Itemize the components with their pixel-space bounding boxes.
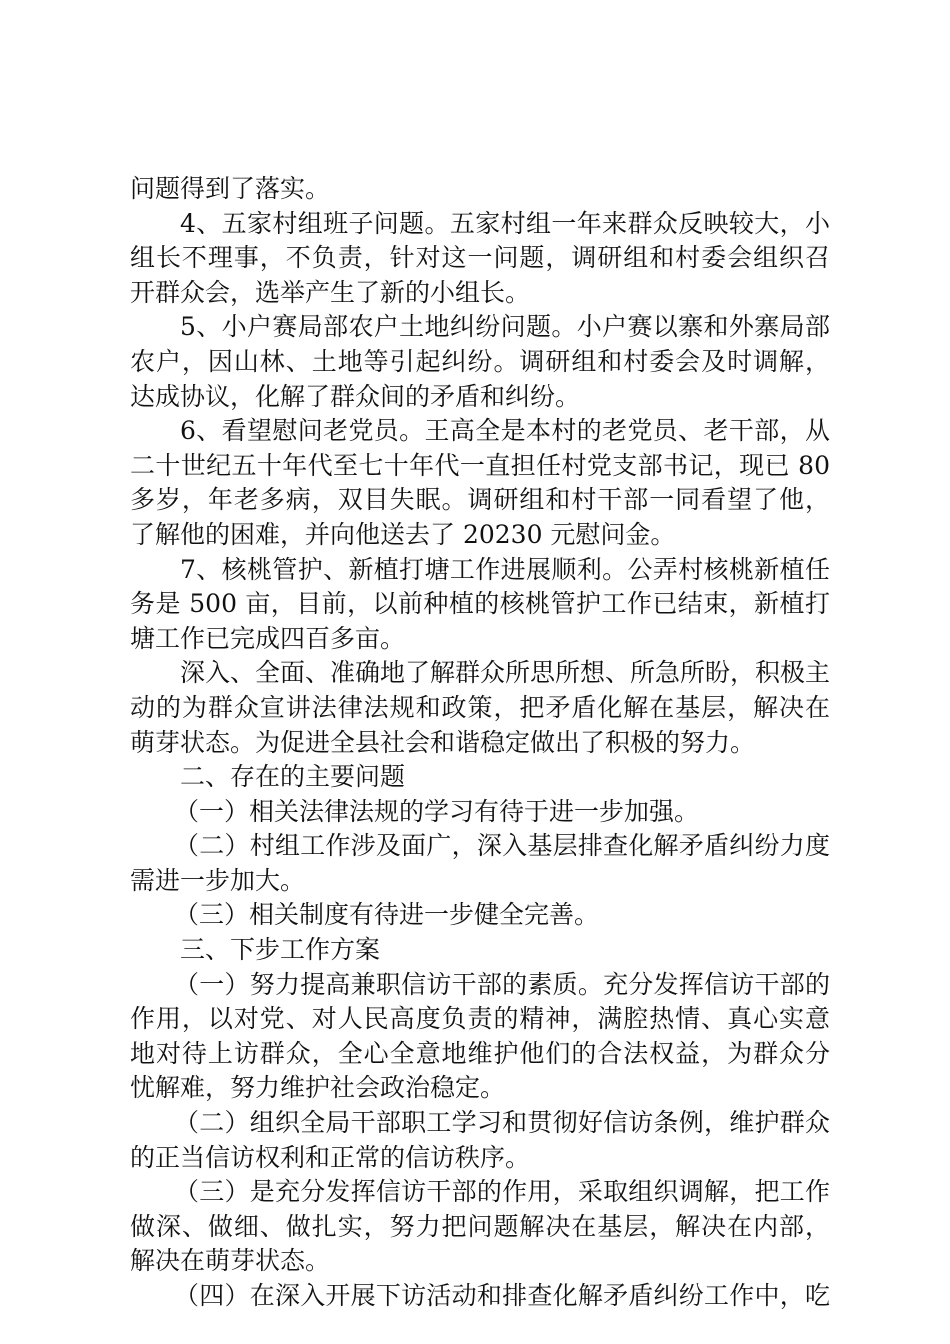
text-line: 组长不理事，不负责，针对这一问题，调研组和村委会组织召 [130,243,830,273]
text-line: 6、看望慰问老党员。王高全是本村的老党员、老干部，从 [180,416,830,446]
text-line: 开群众会，选举产生了新的小组长。 [130,277,531,307]
text-line: 农户，因山林、土地等引起纠纷。调研组和村委会及时调解， [130,346,830,376]
text-line: 忧解难，努力维护社会政治稳定。 [130,1073,506,1103]
text-line: （二）村组工作涉及面广，深入基层排查化解矛盾纠纷力度 [174,831,830,861]
text-line: 作用，以对党、对人民高度负责的精神，满腔热情、真心实意 [130,1004,830,1034]
text-line: （三）是充分发挥信访干部的作用，采取组织调解，把工作 [174,1177,830,1207]
text-line: 做深、做细、做扎实，努力把问题解决在基层，解决在内部， [130,1211,830,1241]
text-line: 的正当信访权利和正常的信访秩序。 [130,1142,531,1172]
section-heading: 二、存在的主要问题 [180,762,406,792]
text-line: 达成协议，化解了群众间的矛盾和纠纷。 [130,381,581,411]
document-body [130,172,830,1314]
text-line: 塘工作已完成四百多亩。 [130,623,406,653]
text-line: （一）相关法律法规的学习有待于进一步加强。 [174,796,700,826]
text-line: 务是 500 亩，目前，以前种植的核桃管护工作已结束，新植打 [130,589,830,619]
text-line: 深入、全面、准确地了解群众所思所想、所急所盼，积极主 [180,658,831,688]
text-line: 多岁，年老多病，双目失眠。调研组和村干部一同看望了他， [130,485,830,515]
section-heading: 三、下步工作方案 [180,935,381,965]
text-line: 5、小户赛局部农户土地纠纷问题。小户赛以寨和外寨局部 [180,312,830,342]
text-line: 萌芽状态。为促进全县社会和谐稳定做出了积极的努力。 [130,727,756,757]
text-line: 4、五家村组班子问题。五家村组一年来群众反映较大，小 [180,208,830,238]
text-line: 二十世纪五十年代至七十年代一直担任村党支部书记，现已 80 [130,450,830,480]
text-line: （一）努力提高兼职信访干部的素质。充分发挥信访干部的 [174,969,830,999]
text-line: 解决在萌芽状态。 [130,1246,331,1276]
text-line: 需进一步加大。 [130,865,306,895]
text-line: 问题得到了落实。 [130,174,331,203]
text-line: （三）相关制度有待进一步健全完善。 [174,900,600,930]
text-line: （四）在深入开展下访活动和排查化解矛盾纠纷工作中，吃 [174,1281,830,1310]
text-line: 动的为群众宣讲法律法规和政策，把矛盾化解在基层，解决在 [130,692,830,722]
text-line: 地对待上访群众，全心全意地维护他们的合法权益，为群众分 [130,1038,830,1068]
text-line: 了解他的困难，并向他送去了 20230 元慰问金。 [130,519,676,549]
text-line: （二）组织全局干部职工学习和贯彻好信访条例，维护群众 [174,1108,830,1138]
text-line: 7、核桃管护、新植打塘工作进展顺利。公弄村核桃新植任 [180,554,830,584]
